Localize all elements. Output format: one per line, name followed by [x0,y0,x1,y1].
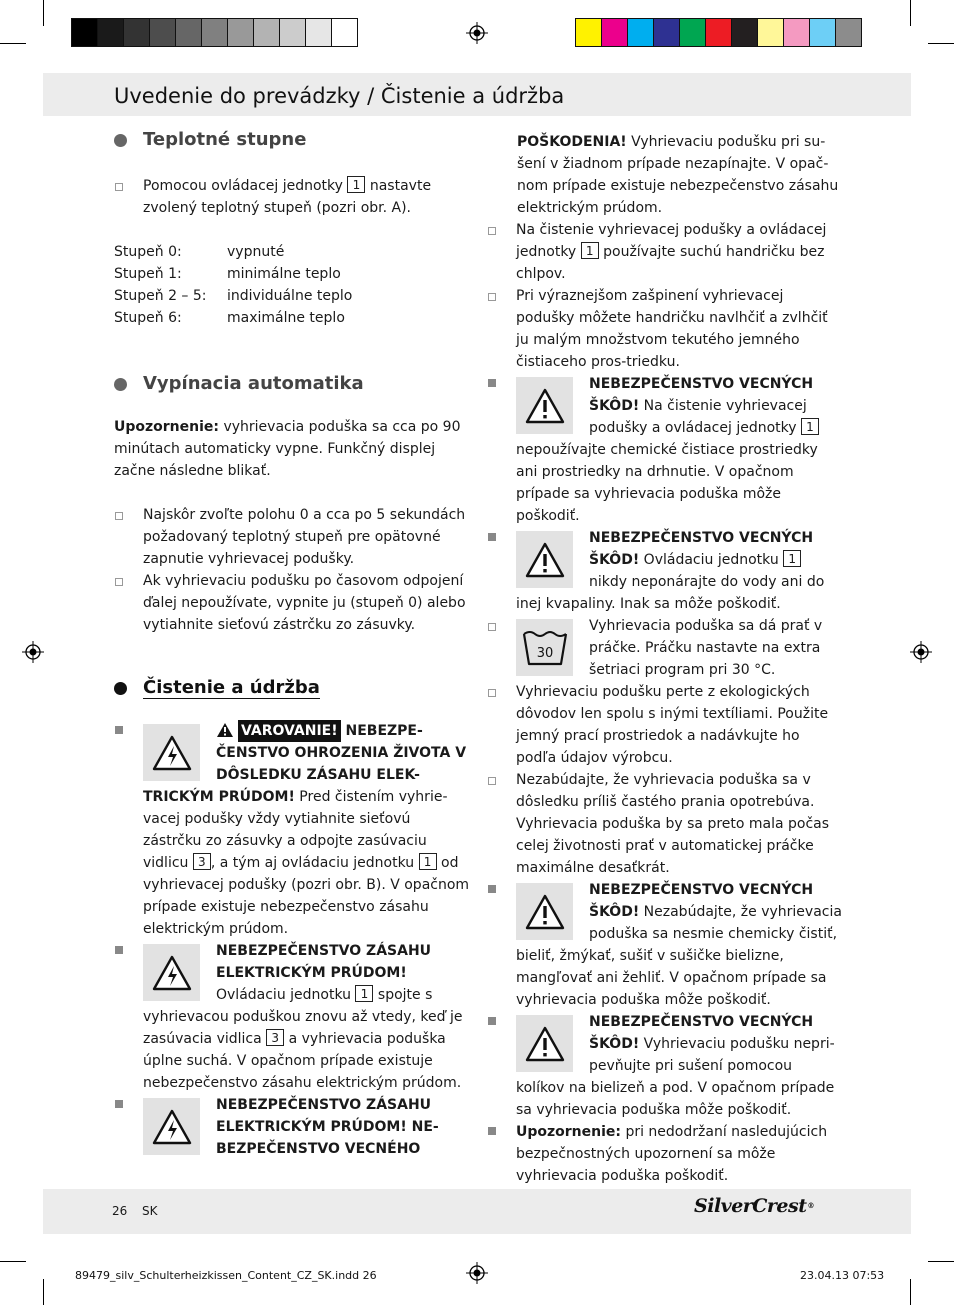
stage-value: maximálne teplo [227,310,345,326]
list-item: Nezabúdajte, že vyhrievacia poduška sa v dôsledku príliš častého prania opotrebúva. Vyhrievacia poduška by sa preto mala počas celej životnosti prať v automatickej práčke maximálne desaťkrát. [487,769,842,879]
bullet-square-icon [488,777,496,785]
electric-shock-icon [143,944,200,1001]
color-swatch [253,18,280,47]
registration-mark-icon [22,641,44,663]
crop-mark [43,1279,44,1305]
section-title-cleaning: Čistenie a údržba [114,676,470,700]
crop-mark [910,1279,911,1305]
bullet-square-icon [115,183,123,191]
temperature-stages-table [114,241,470,329]
wash-temperature: 30 [536,645,553,661]
color-swatch [783,18,810,47]
bullet-square-icon [488,885,496,893]
warning-item: NEBEZPEČENSTVO VECNÝCH ŠKÔD! Na čistenie vyhrievacej podušky a ovládacej jednotky 1 nepoužívajte chemické čistiace prostriedky ani prostriedky na drhnutie. V opačnom prípade sa vyhrievacia poduška môže poškodiť. [487,373,842,527]
color-swatch [809,18,836,47]
reference-number: 1 [783,550,801,567]
stage-value: vypnuté [227,244,285,260]
color-swatch [279,18,306,47]
stage-label: Stupeň 6: [114,310,182,326]
process-color-bar [575,18,861,47]
color-swatch [731,18,758,47]
bullet-square-icon [488,1017,496,1025]
reference-number: 3 [266,1029,284,1046]
print-slug-file: 89479_silv_Schulterheizkissen_Content_CZ_SK.indd 26 [75,1269,377,1282]
reference-number: 1 [419,853,437,870]
bullet-square-icon [115,946,123,954]
list-item: Ak vyhrievaciu podušku po časovom odpojení ďalej nepoužívate, vypnite ju (stupeň 0) alebo vytiahnite sieťovú zástrčku zo zásuvky. [114,570,470,636]
washing-tub-icon [516,619,573,676]
bullet-square-icon [115,512,123,520]
stage-label: Stupeň 1: [114,266,182,282]
continued-paragraph: POŠKODENIA! Vyhrievaciu podušku pri su-šení v žiadnom prípade nezapínajte. V opač-nom prípade existuje nebezpečenstvo zásahu elektrickým prúdom. [517,134,839,216]
reference-number: 1 [581,242,599,259]
electric-shock-icon [143,724,200,781]
page-number: 26 [112,1204,128,1218]
color-swatch [175,18,202,47]
bullet-square-icon [488,293,496,301]
bullet-square-icon [115,1100,123,1108]
crop-mark [0,43,26,44]
color-swatch [201,18,228,47]
warning-item: NEBEZPEČENSTVO VECNÝCH ŠKÔD! Ovládaciu jednotku 1 nikdy neponárajte do vody ani do inej kvapaliny. Inak sa môže poškodiť. [487,527,842,615]
color-swatch [149,18,176,47]
bullet-square-icon [115,578,123,586]
warning-item: NEBEZPEČENSTVO ZÁSAHU ELEKTRICKÝM PRÚDOM! NE-BEZPEČENSTVO VECNÉHO [114,1094,470,1160]
color-swatch [331,18,358,47]
list-item: Najskôr zvoľte polohu 0 a cca po 5 sekundách požadovaný teplotný stupeň pre opätovné zapnutie vyhrievacej podušky. [114,504,470,570]
warning-triangle-icon [516,1015,573,1072]
warning-triangle-icon [516,883,573,940]
registration-mark-icon [910,641,932,663]
color-swatch [227,18,254,47]
color-swatch [575,18,602,47]
print-slug-date: 23.04.13 07:53 [800,1269,885,1282]
grayscale-color-bar [71,18,357,47]
note-item: Upozornenie: pri nedodržaní nasledujúcich bezpečnostných upozornení sa môže vyhrievacia poduška poškodiť. [487,1121,842,1187]
stage-value: minimálne teplo [227,266,341,282]
color-swatch [305,18,332,47]
page-title: Uvedenie do prevádzky / Čistenie a údržba [114,84,565,108]
color-swatch [757,18,784,47]
registration-mark-icon [466,22,488,44]
section-title-temperature: Teplotné stupne [114,128,470,152]
reference-number: 1 [355,985,373,1002]
bullet-square-icon [488,623,496,631]
stage-label: Stupeň 0: [114,244,182,260]
warning-item: VAROVANIE! NEBEZPE-ČENSTVO OHROZENIA ŽIVOTA V DÔSLEDKU ZÁSAHU ELEK-TRICKÝM PRÚDOM! Pred čistením vyhrie-vacej podušky vždy vytiahnite sieťovú zástrčku zo zásuvky a odpojte zasúvaciu vidlicu 3 , a tým aj ovládaciu jednotku 1 od vyhrievacej podušky (pozri obr. B). V opačnom prípade existuje nebezpečenstvo zásahu elektrickým prúdom. [114,720,470,940]
crop-mark [43,0,44,26]
warning-triangle-icon [516,531,573,588]
section-title-auto-off: Vypínacia automatika [114,372,470,396]
list-item: Na čistenie vyhrievacej podušky a ovládacej jednotky 1 používajte suchú handričku bez chlpov. [487,219,842,285]
list-item: Vyhrievaciu podušku perte z ekologických dôvodov len spolu s inými textíliami. Použite jemný prací prostriedok a nadávkujte ho podľa údajov výrobcu. [487,681,842,769]
bullet-square-icon [488,227,496,235]
crop-mark [0,1261,26,1262]
warning-item: NEBEZPEČENSTVO VECNÝCH ŠKÔD! Nezabúdajte, že vyhrievacia poduška sa nesmie chemicky čistiť, bieliť, žmýkať, sušiť v sušičke bielizne, mangľovať ani žehliť. V opačnom prípade sa vyhrievacia poduška môže poškodiť. [487,879,842,1011]
list-item: 30 Vyhrievacia poduška sa dá prať v práčke. Práčku nastavte na extra šetriaci program pri 30 °C. [487,615,842,681]
color-swatch [627,18,654,47]
note-paragraph: Upozornenie: vyhrievacia poduška sa cca po 90 minútach automaticky vypne. Funkčný displej začne následne blikať. [114,419,461,479]
color-swatch [71,18,98,47]
color-swatch [835,18,862,47]
bullet-square-icon [488,533,496,541]
bullet-square-icon [488,689,496,697]
list-item: Pomocou ovládacej jednotky 1 nastavte zvolený teplotný stupeň (pozri obr. A). [114,175,470,219]
stage-label: Stupeň 2 – 5: [114,288,207,304]
reference-number: 1 [347,176,365,193]
registration-mark-icon [466,1262,488,1284]
color-swatch [97,18,124,47]
electric-shock-icon [143,1098,200,1155]
stage-value: individuálne teplo [227,288,353,304]
color-swatch [653,18,680,47]
color-swatch [679,18,706,47]
left-column [114,128,470,1160]
reference-number: 1 [801,418,819,435]
warning-triangle-icon [516,377,573,434]
bullet-square-icon [115,726,123,734]
bullet-square-icon [488,1127,496,1135]
color-swatch [123,18,150,47]
warning-triangle-icon [216,722,234,738]
brand-logo: SilverCrest® [694,1195,814,1217]
reference-number: 3 [193,853,211,870]
list-item: Pri výraznejšom zašpinení vyhrievacej podušky môžete handričku navlhčiť a zvlhčiť ju malým množstvom tekutého jemného čistiaceho pros-triedku. [487,285,842,373]
crop-mark [928,1261,954,1262]
warning-item: NEBEZPEČENSTVO ZÁSAHU ELEKTRICKÝM PRÚDOM! Ovládaciu jednotku 1 spojte s vyhrievacou poduškou znovu až vtedy, keď je zasúvacia vidlica 3 a vyhrievacia poduška úplne suchá. V opačnom prípade existuje nebezpečenstvo zásahu elektrickým prúdom. [114,940,470,1094]
right-column [487,128,842,1187]
crop-mark [928,43,954,44]
page-language: SK [142,1204,158,1218]
bullet-square-icon [488,379,496,387]
color-swatch [705,18,732,47]
warning-label: VAROVANIE! [238,720,341,742]
crop-mark [910,0,911,26]
color-swatch [601,18,628,47]
warning-item: NEBEZPEČENSTVO VECNÝCH ŠKÔD! Vyhrievaciu podušku nepri-pevňujte pri sušení pomocou kolíkov na bielizeň a pod. V opačnom prípade sa vyhrievacia poduška môže poškodiť. [487,1011,842,1121]
